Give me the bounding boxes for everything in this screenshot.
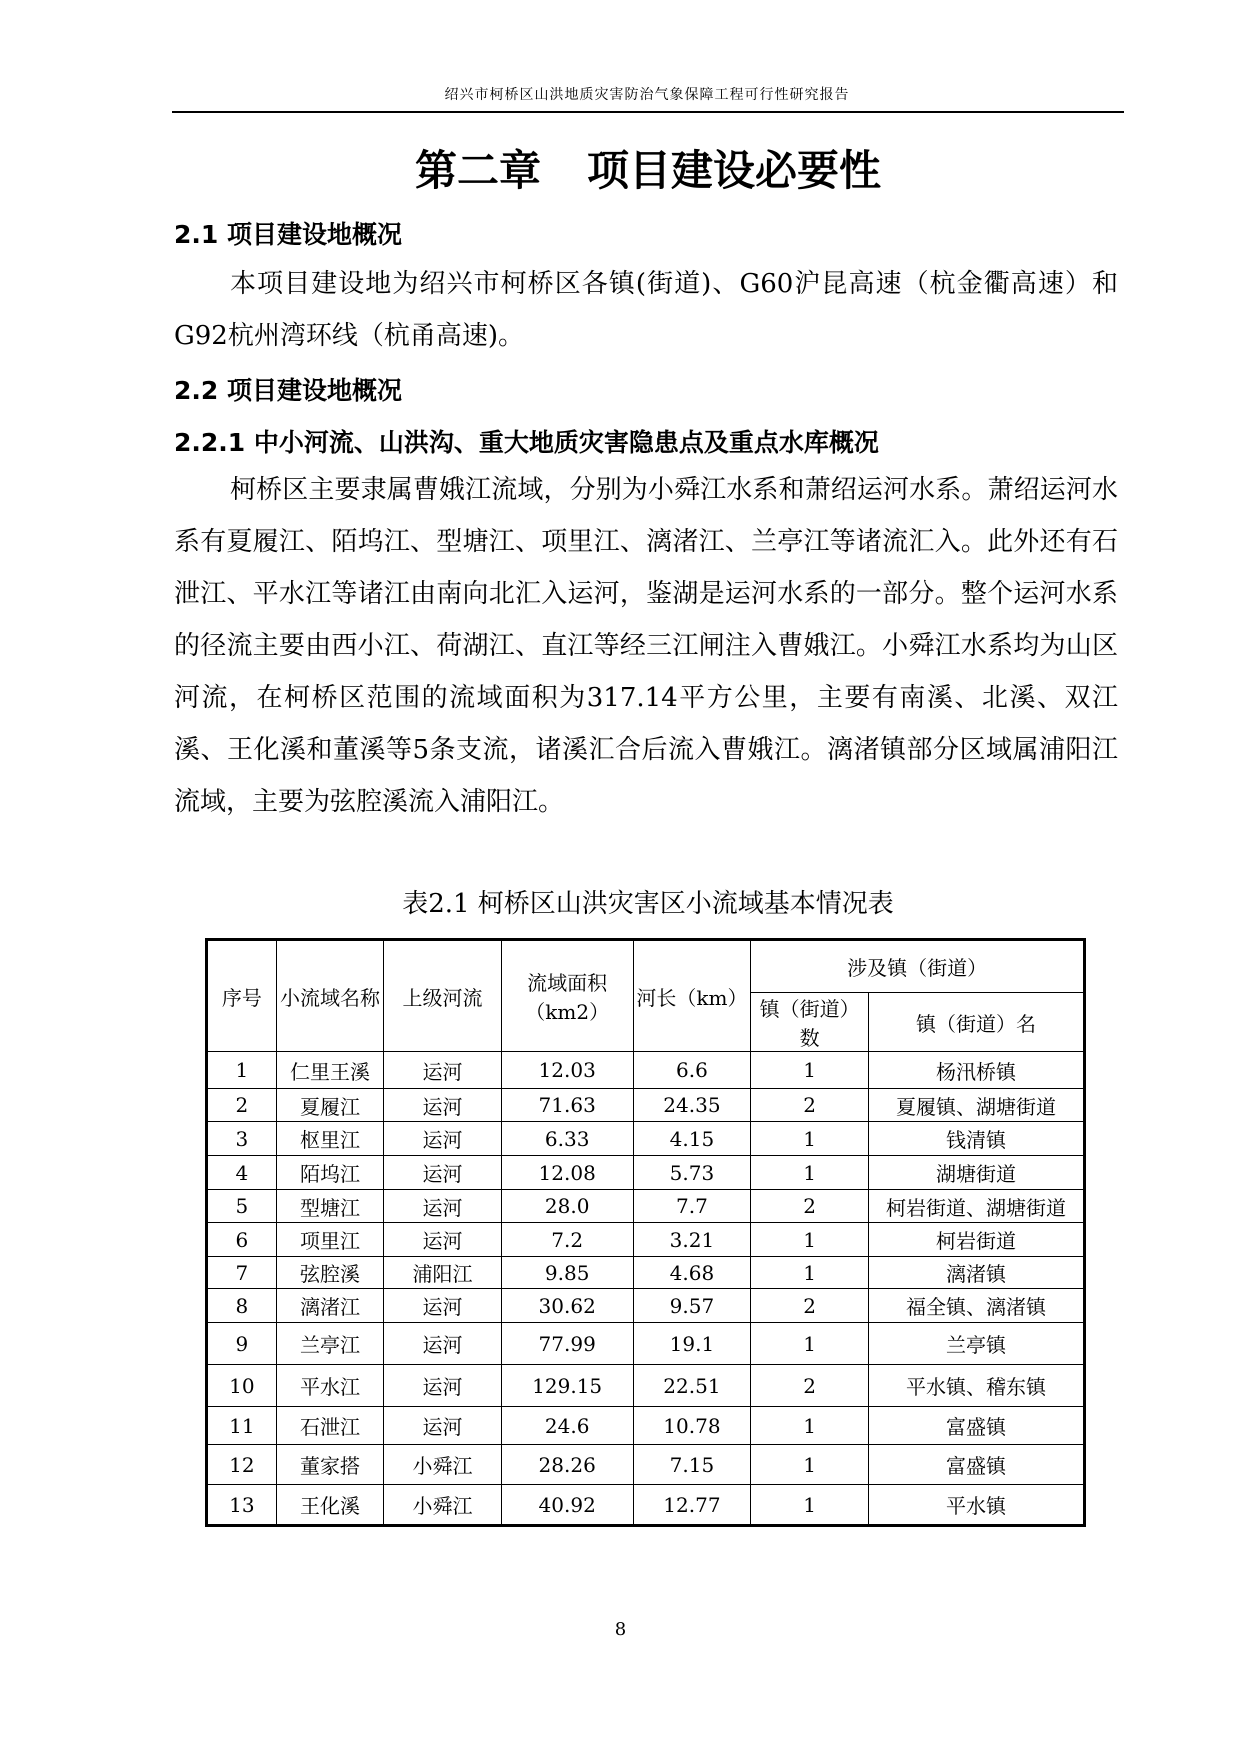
- cell-name: 兰亭江: [276, 1323, 384, 1365]
- cell-towns-names: 平水镇: [868, 1485, 1084, 1526]
- cell-towns-count: 1: [751, 1156, 869, 1190]
- cell-name: 陌坞江: [276, 1156, 384, 1190]
- table-row: [207, 1122, 1085, 1156]
- cell-length: 7.15: [633, 1445, 751, 1485]
- cell-upper-river: 运河: [384, 1223, 501, 1257]
- cell-towns-count: 1: [751, 1407, 869, 1445]
- cell-name: 仁里王溪: [276, 1052, 384, 1089]
- cell-towns-names: 富盛镇: [868, 1445, 1084, 1485]
- cell-area: 71.63: [501, 1089, 633, 1122]
- cell-upper-river: 运河: [384, 1089, 501, 1122]
- header-upper-river: 上级河流: [384, 940, 501, 1052]
- cell-area: 28.0: [501, 1190, 633, 1223]
- cell-area: 77.99: [501, 1323, 633, 1365]
- cell-index: 4: [207, 1156, 277, 1190]
- cell-towns-names: 杨汛桥镇: [868, 1052, 1084, 1089]
- cell-length: 19.1: [633, 1323, 751, 1365]
- cell-index: 7: [207, 1257, 277, 1289]
- cell-index: 10: [207, 1365, 277, 1407]
- chapter-name: 项目建设必要性: [587, 146, 882, 195]
- table-row: [207, 1407, 1085, 1445]
- cell-towns-count: 1: [751, 1323, 869, 1365]
- cell-towns-count: 1: [751, 1445, 869, 1485]
- cell-length: 6.6: [633, 1052, 751, 1089]
- cell-length: 5.73: [633, 1156, 751, 1190]
- cell-area: 7.2: [501, 1223, 633, 1257]
- cell-name: 王化溪: [276, 1485, 384, 1526]
- cell-index: 1: [207, 1052, 277, 1089]
- cell-index: 9: [207, 1323, 277, 1365]
- cell-towns-count: 1: [751, 1485, 869, 1526]
- cell-towns-names: 富盛镇: [868, 1407, 1084, 1445]
- table-row: [207, 1089, 1085, 1122]
- cell-upper-river: 运河: [384, 1122, 501, 1156]
- cell-towns-names: 钱清镇: [868, 1122, 1084, 1156]
- section-2-1-heading: 2.1 项目建设地概况: [174, 220, 402, 249]
- table-row: [207, 1052, 1085, 1089]
- header-towns-names: 镇（街道）名: [868, 993, 1084, 1052]
- cell-length: 4.68: [633, 1257, 751, 1289]
- cell-area: 40.92: [501, 1485, 633, 1526]
- cell-area: 30.62: [501, 1289, 633, 1323]
- cell-towns-names: 福全镇、漓渚镇: [868, 1289, 1084, 1323]
- cell-upper-river: 小舜江: [384, 1445, 501, 1485]
- cell-upper-river: 运河: [384, 1156, 501, 1190]
- cell-towns-names: 平水镇、稽东镇: [868, 1365, 1084, 1407]
- table-row: [207, 1445, 1085, 1485]
- cell-length: 4.15: [633, 1122, 751, 1156]
- cell-towns-names: 夏履镇、湖塘街道: [868, 1089, 1084, 1122]
- header-length: 河长（km）: [633, 940, 751, 1052]
- cell-area: 6.33: [501, 1122, 633, 1156]
- cell-towns-count: 2: [751, 1289, 869, 1323]
- cell-upper-river: 运河: [384, 1323, 501, 1365]
- cell-index: 6: [207, 1223, 277, 1257]
- chapter-title: [172, 138, 1124, 198]
- header-area: 流域面积（km2）: [501, 940, 633, 1052]
- cell-area: 12.03: [501, 1052, 633, 1089]
- cell-upper-river: 浦阳江: [384, 1257, 501, 1289]
- cell-index: 8: [207, 1289, 277, 1323]
- page-number: 8: [614, 1619, 627, 1640]
- cell-towns-count: 1: [751, 1223, 869, 1257]
- cell-towns-names: 漓渚镇: [868, 1257, 1084, 1289]
- header-towns-count: 镇（街道）数: [751, 993, 869, 1052]
- header-name: 小流域名称: [276, 940, 384, 1052]
- table-body: [207, 1052, 1085, 1526]
- cell-name: 枢里江: [276, 1122, 384, 1156]
- cell-upper-river: 运河: [384, 1365, 501, 1407]
- cell-towns-names: 柯岩街道: [868, 1223, 1084, 1257]
- cell-index: 2: [207, 1089, 277, 1122]
- cell-area: 28.26: [501, 1445, 633, 1485]
- header-index: 序号: [207, 940, 277, 1052]
- cell-towns-count: 2: [751, 1365, 869, 1407]
- cell-name: 夏履江: [276, 1089, 384, 1122]
- cell-length: 24.35: [633, 1089, 751, 1122]
- table-row: [207, 1365, 1085, 1407]
- cell-towns-count: 2: [751, 1190, 869, 1223]
- cell-upper-river: 运河: [384, 1407, 501, 1445]
- cell-length: 3.21: [633, 1223, 751, 1257]
- cell-upper-river: 运河: [384, 1190, 501, 1223]
- table-row: [207, 1223, 1085, 1257]
- cell-name: 漓渚江: [276, 1289, 384, 1323]
- cell-towns-names: 柯岩街道、湖塘街道: [868, 1190, 1084, 1223]
- table-row: [207, 1156, 1085, 1190]
- cell-index: 11: [207, 1407, 277, 1445]
- cell-towns-count: 1: [751, 1052, 869, 1089]
- cell-name: 石泄江: [276, 1407, 384, 1445]
- cell-index: 13: [207, 1485, 277, 1526]
- table-caption: 表2.1 柯桥区山洪灾害区小流域基本情况表: [402, 889, 894, 919]
- section-2-1-body: 本项目建设地为绍兴市柯桥区各镇(街道)、G60沪昆高速（杭金衢高速）和G92杭州湾环线（杭甬高速)。: [174, 269, 1118, 351]
- cell-length: 22.51: [633, 1365, 751, 1407]
- cell-area: 129.15: [501, 1365, 633, 1407]
- table-row: [207, 1323, 1085, 1365]
- cell-name: 项里江: [276, 1223, 384, 1257]
- header-rule: [172, 111, 1124, 113]
- cell-length: 9.57: [633, 1289, 751, 1323]
- chapter-number: 第二章: [414, 146, 541, 195]
- cell-upper-river: 运河: [384, 1052, 501, 1089]
- table-row: [207, 1485, 1085, 1526]
- cell-length: 7.7: [633, 1190, 751, 1223]
- cell-area: 12.08: [501, 1156, 633, 1190]
- cell-towns-names: 湖塘街道: [868, 1156, 1084, 1190]
- table-row: [207, 1190, 1085, 1223]
- running-header: 绍兴市柯桥区山洪地质灾害防治气象保障工程可行性研究报告: [444, 87, 850, 103]
- cell-area: 9.85: [501, 1257, 633, 1289]
- cell-index: 3: [207, 1122, 277, 1156]
- cell-towns-count: 1: [751, 1257, 869, 1289]
- cell-index: 5: [207, 1190, 277, 1223]
- cell-upper-river: 运河: [384, 1289, 501, 1323]
- cell-name: 弦腔溪: [276, 1257, 384, 1289]
- cell-upper-river: 小舜江: [384, 1485, 501, 1526]
- section-2-2-heading: 2.2 项目建设地概况: [174, 376, 402, 405]
- section-2-2-1-body: 柯桥区主要隶属曹娥江流域，分别为小舜江水系和萧绍运河水系。萧绍运河水系有夏履江、陌坞江、型塘江、项里江、漓渚江、兰亭江等诸流汇入。此外还有石泄江、平水江等诸江由南向北汇入运河，鉴湖是运河水系的一部分。整个运河水系的径流主要由西小江、荷湖江、直江等经三江闸注入曹娥江。小舜江水系均为山区河流，在柯桥区范围的流域面积为317.14平方公里，主要有南溪、北溪、双江溪、王化溪和董溪等5条支流，诸溪汇合后流入曹娥江。漓渚镇部分区域属浦阳江流域，主要为弦腔溪流入浦阳江。: [174, 475, 1118, 817]
- cell-towns-count: 1: [751, 1122, 869, 1156]
- cell-name: 型塘江: [276, 1190, 384, 1223]
- cell-area: 24.6: [501, 1407, 633, 1445]
- header-towns-group: 涉及镇（街道）: [751, 940, 1085, 993]
- section-2-2-1-heading: 2.2.1 中小河流、山洪沟、重大地质灾害隐患点及重点水库概况: [174, 428, 879, 457]
- cell-towns-names: 兰亭镇: [868, 1323, 1084, 1365]
- cell-name: 平水江: [276, 1365, 384, 1407]
- cell-length: 10.78: [633, 1407, 751, 1445]
- table-row: [207, 1289, 1085, 1323]
- cell-name: 董家搭: [276, 1445, 384, 1485]
- cell-index: 12: [207, 1445, 277, 1485]
- cell-towns-count: 2: [751, 1089, 869, 1122]
- watershed-table: [205, 938, 1086, 1527]
- table-row: [207, 1257, 1085, 1289]
- cell-length: 12.77: [633, 1485, 751, 1526]
